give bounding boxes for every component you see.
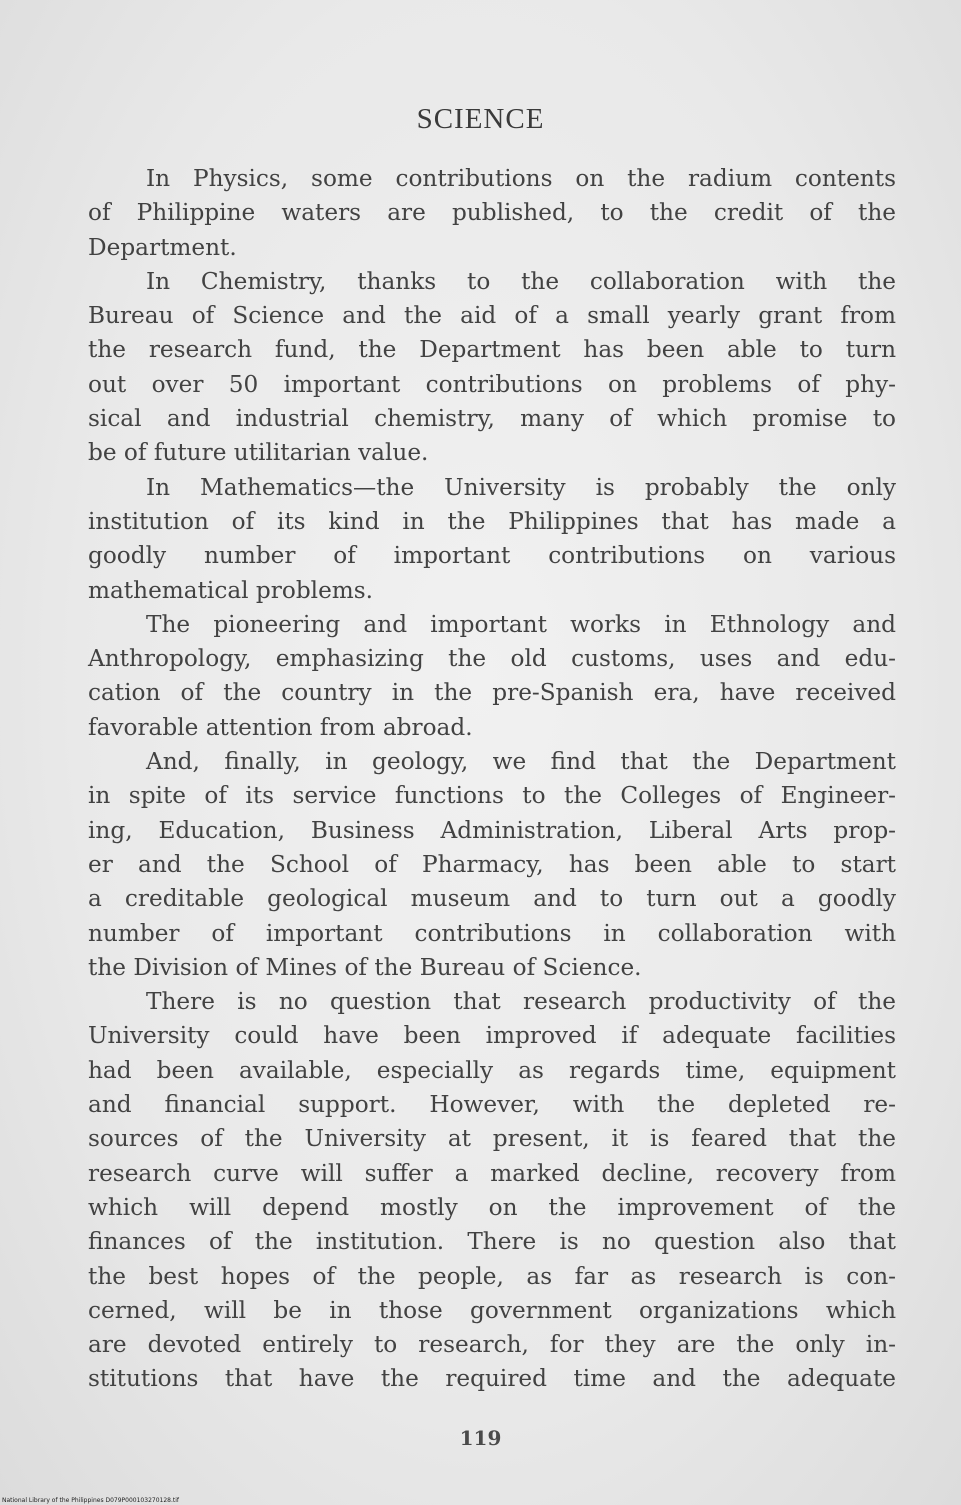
- text-line: be of future utilitarian value.: [88, 439, 429, 467]
- text-line: Bureau of Science and the aid of a small yearly grant from: [88, 302, 896, 330]
- page-heading: SCIENCE: [416, 103, 545, 135]
- text-line: sical and industrial chemistry, many of which promise to: [88, 405, 896, 433]
- text-line: research curve will suffer a marked decline, recovery from: [88, 1159, 896, 1187]
- text-line: Department.: [88, 233, 237, 261]
- text-line: are devoted entirely to research, for they are the only in-: [88, 1331, 896, 1359]
- text-line: finances of the institution. There is no question also that: [88, 1228, 896, 1256]
- text-line: the Division of Mines of the Bureau of Science.: [88, 953, 642, 981]
- text-line: There is no question that research productivity of the: [146, 988, 896, 1016]
- text-line: goodly number of important contributions on various: [88, 542, 896, 570]
- text-line: in spite of its service functions to the Colleges of Engineer-: [88, 782, 896, 810]
- text-line: of Philippine waters are published, to the credit of the: [88, 199, 896, 227]
- text-line: stitutions that have the required time and the adequate: [88, 1365, 896, 1393]
- text-line: In Mathematics—the University is probably the only: [146, 473, 896, 501]
- text-line: number of important contributions in collaboration with: [88, 919, 896, 947]
- scan-credit: National Library of the Philippines D079P000103270128.tif: [2, 1497, 180, 1504]
- text-line: favorable attention from abroad.: [88, 713, 473, 741]
- text-line: mathematical problems.: [88, 576, 374, 604]
- text-line: a creditable geological museum and to turn out a goodly: [88, 885, 896, 913]
- text-line: And, finally, in geology, we find that the Department: [146, 748, 896, 776]
- text-line: er and the School of Pharmacy, has been able to start: [88, 850, 896, 878]
- text-line: Anthropology, emphasizing the old customs, uses and edu-: [88, 645, 896, 673]
- text-line: The pioneering and important works in Ethnology and: [146, 610, 896, 638]
- text-line: institution of its kind in the Philippines that has made a: [88, 507, 896, 535]
- text-line: and financial support. However, with the depleted re-: [88, 1091, 896, 1119]
- body-text: [88, 162, 896, 1397]
- text-line: cation of the country in the pre-Spanish era, have received: [88, 679, 896, 707]
- text-line: had been available, especially as regards time, equipment: [88, 1056, 896, 1084]
- page-number: 119: [459, 1426, 502, 1450]
- text-line: In Chemistry, thanks to the collaboration with the: [146, 267, 896, 295]
- text-line: cerned, will be in those government organizations which: [88, 1296, 896, 1324]
- text-line: University could have been improved if adequate facilities: [88, 1022, 896, 1050]
- text-line: ing, Education, Business Administration, Liberal Arts prop-: [88, 816, 896, 844]
- text-line: sources of the University at present, it is feared that the: [88, 1125, 896, 1153]
- text-line: the research fund, the Department has been able to turn: [88, 336, 896, 364]
- text-line: which will depend mostly on the improvement of the: [88, 1193, 896, 1221]
- text-line: In Physics, some contributions on the radium contents: [146, 165, 896, 192]
- text-line: out over 50 important contributions on problems of phy-: [88, 370, 896, 398]
- text-line: the best hopes of the people, as far as research is con-: [88, 1262, 896, 1290]
